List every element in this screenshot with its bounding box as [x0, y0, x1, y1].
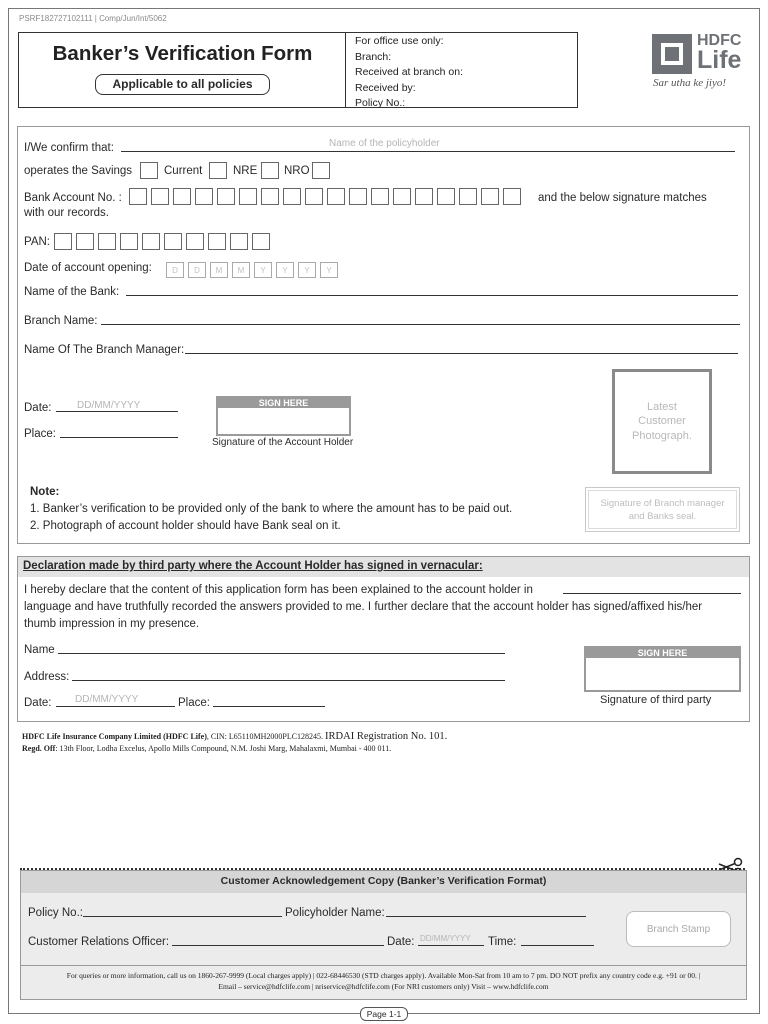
- note-title: Note:: [30, 486, 60, 498]
- pan-box[interactable]: [186, 233, 204, 250]
- nro-checkbox[interactable]: [312, 162, 330, 179]
- contact-line-1: For queries or more information, call us on 1860-267-9999 (Local charges apply) | 022-68446530 (STD charges apply). Available Mon-Sat from 10 am to 7 pm. DO NOT prefix any country code e.g. +91 or 00. |: [66, 971, 701, 980]
- subtitle-badge: Applicable to all policies: [95, 74, 270, 95]
- date-box-year[interactable]: Y: [276, 262, 294, 278]
- bank-name-field[interactable]: [126, 284, 738, 296]
- place-field[interactable]: [60, 426, 178, 438]
- sign-here-label: SIGN HERE: [218, 398, 349, 408]
- logo-tagline: Sar utha ke jiyo!: [653, 77, 727, 89]
- office-use-branch: Branch:: [355, 50, 392, 63]
- branch-manager-seal-box[interactable]: [585, 487, 740, 532]
- date-placeholder: DD/MM/YYYY: [77, 400, 141, 411]
- account-no-box[interactable]: [393, 188, 411, 205]
- account-no-box[interactable]: [173, 188, 191, 205]
- current-checkbox[interactable]: [209, 162, 227, 179]
- registered-office-label: Regd. Off: [22, 744, 56, 753]
- date-opening-boxes[interactable]: [166, 262, 338, 278]
- registered-office-address: : 13th Floor, Lodha Excelus, Apollo Mills Compound, N.M. Joshi Marg, Mahalaxmi, Mumbai - 400 011.: [55, 744, 392, 753]
- account-no-box[interactable]: [195, 188, 213, 205]
- page-number: Page 1-1: [360, 1007, 408, 1021]
- office-use-policy-no: Policy No.:: [355, 97, 406, 109]
- branch-manager-seal-text: Signature of Branch manager and Banks seal.: [600, 497, 725, 522]
- pan-box[interactable]: [76, 233, 94, 250]
- note-item-2: 2. Photograph of account holder should have Bank seal on it.: [30, 520, 341, 532]
- date-box-day[interactable]: D: [166, 262, 184, 278]
- page-title: Banker’s Verification Form: [52, 42, 313, 65]
- third-party-sign-here-label: SIGN HERE: [586, 648, 739, 658]
- account-no-box[interactable]: [261, 188, 279, 205]
- note-item-1: 1. Banker’s verification to be provided only of the bank to where the amount has to be paid out.: [30, 503, 513, 515]
- branch-manager-field[interactable]: [185, 342, 738, 354]
- branch-manager-label: Name Of The Branch Manager:: [24, 344, 185, 356]
- pan-label: PAN:: [24, 236, 50, 248]
- account-no-box[interactable]: [415, 188, 433, 205]
- operates-label: operates the Savings: [24, 165, 133, 177]
- ack-date-placeholder: DD/MM/YYYY: [420, 934, 471, 943]
- pan-box[interactable]: [252, 233, 270, 250]
- customer-photo-box[interactable]: [612, 369, 712, 474]
- logo-mark-icon: [652, 34, 692, 74]
- declaration-line-2: language and have truthfully recorded the answers provided to me. I further declare that the account holder has signed/affixed his/her: [24, 601, 703, 613]
- account-no-box[interactable]: [481, 188, 499, 205]
- date-label: Date:: [24, 402, 52, 414]
- current-label: Current: [164, 165, 203, 177]
- company-info-line-2: [22, 744, 391, 753]
- third-party-signature-box[interactable]: [584, 646, 741, 692]
- account-no-box[interactable]: [129, 188, 147, 205]
- company-info-line-1: [22, 731, 447, 742]
- logo-brand-top: HDFC: [697, 32, 742, 49]
- account-no-box[interactable]: [327, 188, 345, 205]
- account-no-box[interactable]: [151, 188, 169, 205]
- branch-stamp-text: Branch Stamp: [646, 923, 711, 935]
- office-use-received-by: Received by:: [355, 81, 416, 94]
- account-no-box[interactable]: [371, 188, 389, 205]
- vernacular-language-field[interactable]: [563, 582, 741, 594]
- acknowledgement-title: Customer Acknowledgement Copy (Banker’s Verification Format): [220, 875, 547, 887]
- records-text: with our records.: [24, 207, 110, 219]
- irdai-registration: IRDAI Registration No. 101.: [325, 731, 448, 742]
- logo-brand-bottom: Life: [697, 46, 742, 74]
- pan-boxes[interactable]: [54, 233, 270, 250]
- contact-line-2: Email – service@hdfclife.com | nriservice@hdfclife.com (For NRI customers only) Visit – www.hdfclife.com: [218, 982, 549, 991]
- account-no-box[interactable]: [459, 188, 477, 205]
- third-party-address-field[interactable]: [72, 669, 505, 681]
- account-no-box[interactable]: [349, 188, 367, 205]
- branch-name-label: Branch Name:: [24, 315, 98, 327]
- pan-box[interactable]: [98, 233, 116, 250]
- third-party-date-label: Date:: [24, 697, 52, 709]
- third-party-place-field[interactable]: [213, 695, 325, 707]
- declaration-title-bar: [18, 557, 749, 577]
- branch-stamp-box[interactable]: [626, 911, 731, 947]
- office-use-received-on: Received at branch on:: [355, 66, 463, 78]
- declaration-line-1: I hereby declare that the content of this application form has been explained to the account holder in: [24, 584, 533, 596]
- hdfc-life-logo: [652, 32, 757, 96]
- account-no-box[interactable]: [217, 188, 235, 205]
- ack-time-field[interactable]: [521, 934, 594, 946]
- account-no-box[interactable]: [283, 188, 301, 205]
- third-party-name-field[interactable]: [58, 642, 505, 654]
- pan-box[interactable]: [208, 233, 226, 250]
- title-panel: [19, 33, 346, 107]
- ack-time-label: Time:: [488, 936, 517, 948]
- account-no-box[interactable]: [437, 188, 455, 205]
- date-box-year[interactable]: Y: [298, 262, 316, 278]
- declaration-title: Declaration made by third party where the Account Holder has signed in vernacular:: [23, 560, 483, 572]
- branch-name-field[interactable]: [101, 313, 740, 325]
- date-box-day[interactable]: D: [188, 262, 206, 278]
- office-use-panel: [355, 34, 575, 112]
- declaration-line-3: thumb impression in my presence.: [24, 618, 200, 630]
- title-box: [18, 32, 578, 108]
- acknowledgement-title-bar: [21, 871, 746, 893]
- savings-checkbox[interactable]: [140, 162, 158, 179]
- third-party-address-label: Address:: [24, 671, 70, 683]
- ack-footer-divider: [21, 965, 746, 966]
- place-label: Place:: [24, 428, 56, 440]
- pan-box[interactable]: [230, 233, 248, 250]
- nre-checkbox[interactable]: [261, 162, 279, 179]
- ack-policyholder-field[interactable]: [386, 905, 586, 917]
- date-opening-label: Date of account opening:: [24, 262, 152, 274]
- date-box-month[interactable]: M: [232, 262, 250, 278]
- account-no-label: Bank Account No. :: [24, 192, 122, 204]
- pan-box[interactable]: [54, 233, 72, 250]
- ack-policy-no-field[interactable]: [83, 905, 282, 917]
- nro-label: NRO: [284, 165, 310, 177]
- account-no-suffix: and the below signature matches: [538, 192, 707, 204]
- company-name: HDFC Life Insurance Company Limited (HDFC Life): [22, 732, 207, 741]
- form-ref-code: PSRF182727102111 | Comp/Jun/Int/5062: [19, 14, 167, 23]
- confirm-label: I/We confirm that:: [24, 142, 114, 154]
- ack-policy-no-label: Policy No.:: [28, 907, 83, 919]
- policyholder-placeholder: Name of the policyholder: [329, 138, 440, 149]
- bank-name-label: Name of the Bank:: [24, 286, 120, 298]
- company-cin: , CIN: L65110MH2000PLC128245.: [206, 732, 324, 741]
- ack-policyholder-label: Policyholder Name:: [285, 907, 385, 919]
- account-no-box[interactable]: [239, 188, 257, 205]
- account-holder-signature-caption: Signature of the Account Holder: [212, 437, 354, 448]
- date-box-year[interactable]: Y: [320, 262, 338, 278]
- ack-cro-field[interactable]: [172, 934, 384, 946]
- date-box-year[interactable]: Y: [254, 262, 272, 278]
- office-use-heading: For office use only:: [355, 35, 444, 47]
- ack-cro-label: Customer Relations Officer:: [28, 936, 170, 948]
- nre-label: NRE: [233, 165, 258, 177]
- account-no-box[interactable]: [305, 188, 323, 205]
- pan-box[interactable]: [164, 233, 182, 250]
- third-party-name-label: Name: [24, 644, 55, 656]
- ack-date-label: Date:: [387, 936, 415, 948]
- customer-photo-text: Latest Customer Photograph.: [632, 400, 692, 442]
- account-no-box[interactable]: [503, 188, 521, 205]
- account-holder-signature-box[interactable]: [216, 396, 351, 436]
- pan-box[interactable]: [142, 233, 160, 250]
- third-party-date-placeholder: DD/MM/YYYY: [75, 694, 139, 705]
- account-no-boxes[interactable]: [129, 188, 521, 205]
- pan-box[interactable]: [120, 233, 138, 250]
- third-party-signature-caption: Signature of third party: [600, 694, 712, 706]
- third-party-place-label: Place:: [178, 697, 210, 709]
- date-box-month[interactable]: M: [210, 262, 228, 278]
